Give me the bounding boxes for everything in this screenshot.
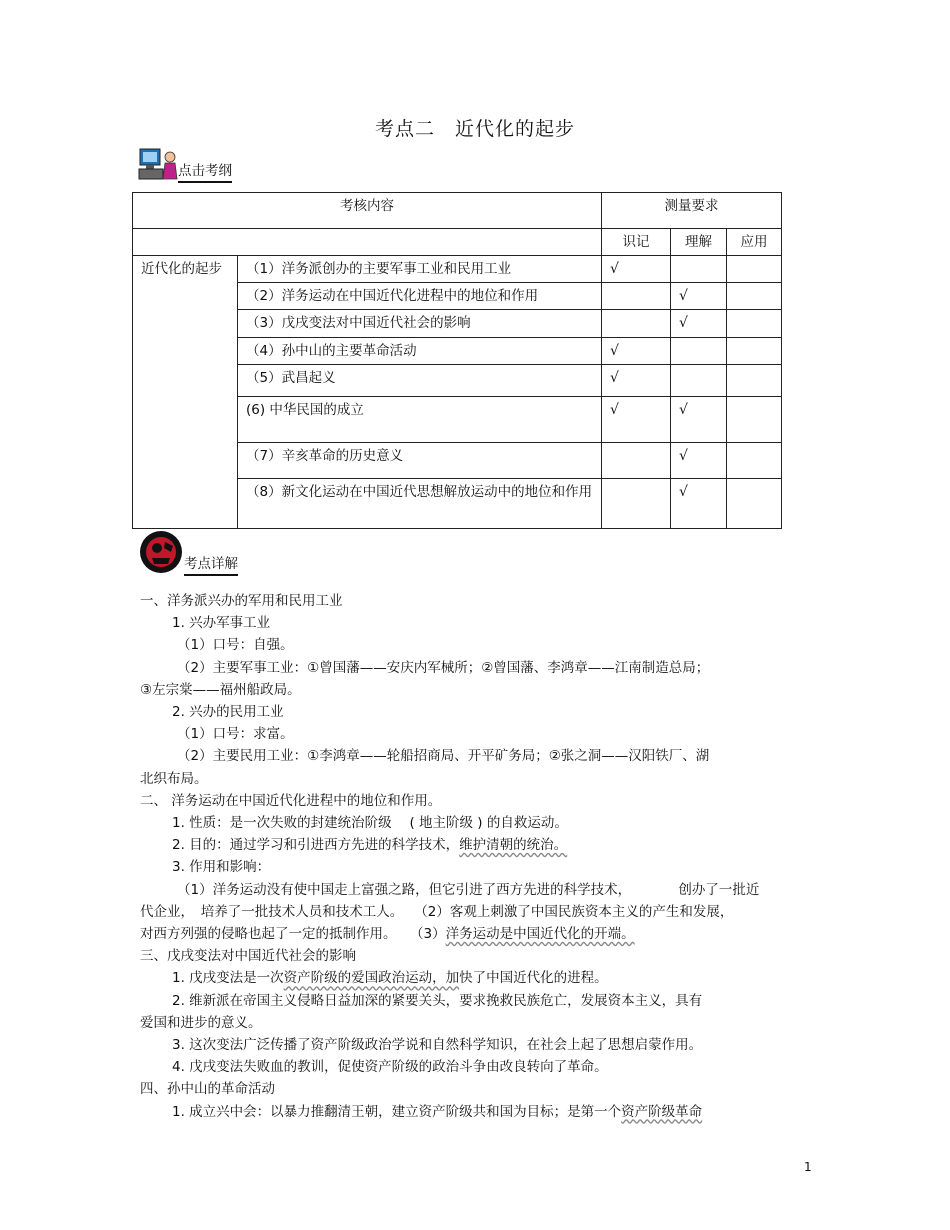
paragraph: （2）主要民用工业：①李鸿章——轮船招商局、开平矿务局；②张之洞——汉阳铁厂、湖: [177, 748, 710, 765]
table-row-item: （7）辛亥革命的历史意义: [238, 443, 602, 479]
understand-check: √: [671, 397, 727, 443]
requirement-table: [132, 192, 782, 529]
understand-check: √: [671, 479, 727, 529]
header-requirement: 测量要求: [602, 193, 782, 229]
subsection-heading: 2. 兴办的民用工业: [172, 704, 284, 721]
paragraph: （1）口号：求富。: [177, 726, 294, 743]
paragraph: ③左宗棠——福州船政局。: [140, 681, 301, 698]
recall-check: [602, 310, 671, 338]
apply-check: [727, 397, 782, 443]
table-row-item: (6) 中华民国的成立: [238, 397, 602, 443]
subsection-heading: 1. 兴办军事工业: [172, 615, 271, 632]
paragraph: （1）洋务运动没有使中国走上富强之路，但它引进了西方先进的科学技术， 创办了一批近: [177, 881, 760, 898]
table-row-item: （4）孙中山的主要革命活动: [238, 338, 602, 365]
emphasis-text: 资产阶级的爱国政治运动，加: [283, 970, 460, 987]
table-row-item: （8）新文化运动在中国近代思想解放运动中的地位和作用: [238, 479, 602, 529]
understand-check: [671, 338, 727, 365]
page-number: 1: [804, 1160, 812, 1174]
table-row-item: （3）戊戌变法对中国近代社会的影响: [238, 310, 602, 338]
paragraph: 北织布局。: [140, 770, 208, 787]
understand-check: √: [671, 443, 727, 479]
apply-check: [727, 283, 782, 310]
table-row-item: （2）洋务运动在中国近代化进程中的地位和作用: [238, 283, 602, 310]
understand-check: √: [671, 310, 727, 338]
apply-check: [727, 256, 782, 283]
understand-check: [671, 365, 727, 397]
paragraph: [140, 834, 820, 856]
paragraph: 3. 这次变法广泛传播了资产阶级政治学说和自然科学知识，在社会上起了思想启蒙作用。: [172, 1037, 703, 1054]
apply-check: [727, 365, 782, 397]
header-content: 考核内容: [133, 193, 602, 229]
paragraph: （1）口号：自强。: [177, 637, 294, 654]
header-understand: 理解: [671, 229, 727, 256]
paragraph: 1. 性质：是一次失败的封建统治阶级 ( 地主阶级 ) 的自救运动。: [172, 815, 568, 832]
table-row-item: （1）洋务派创办的主要军事工业和民用工业: [238, 256, 602, 283]
section-heading: 二、 洋务运动在中国近代化进程中的地位和作用。: [140, 792, 442, 809]
red-emblem-icon: [138, 528, 184, 576]
paragraph: 2. 维新派在帝国主义侵略日益加深的紧要关头，要求挽救民族危亡，发展资本主义，具有: [172, 992, 703, 1009]
recall-check: √: [602, 365, 671, 397]
paragraph: [140, 1101, 820, 1123]
recall-check: √: [602, 338, 671, 365]
text-span: 2. 目的：通过学习和引进西方先进的科学技术，: [172, 837, 460, 854]
section-heading: 四、孙中山的革命活动: [140, 1081, 275, 1098]
paragraph: [140, 967, 820, 989]
subsection-heading: 3. 作用和影响：: [172, 859, 271, 876]
apply-check: [727, 443, 782, 479]
apply-check: [727, 479, 782, 529]
detail-content: [140, 590, 820, 1123]
apply-check: [727, 338, 782, 365]
detail-badge: [138, 528, 238, 576]
computer-user-icon: [138, 145, 178, 183]
recall-check: √: [602, 397, 671, 443]
apply-check: [727, 310, 782, 338]
section-heading: 三、戊戌变法对中国近代社会的影响: [140, 948, 356, 965]
recall-check: √: [602, 256, 671, 283]
emphasis-text: 维护清朝的统治。: [459, 837, 568, 854]
recall-check: [602, 283, 671, 310]
understand-check: [671, 256, 727, 283]
text-span: 1. 成立兴中会：以暴力推翻清王朝，建立资产阶级共和国为目标；是第一个: [172, 1103, 622, 1120]
recall-check: [602, 443, 671, 479]
outline-badge: [138, 145, 232, 183]
table-row-item: （5）武昌起义: [238, 365, 602, 397]
paragraph: 4. 戊戌变法失败血的教训，促使资产阶级的政治斗争由改良转向了革命。: [172, 1059, 608, 1076]
understand-check: √: [671, 283, 727, 310]
recall-check: [602, 479, 671, 529]
header-recall: 识记: [602, 229, 671, 256]
page-title: 考点二 近代化的起步: [374, 118, 575, 140]
emphasis-text: 资产阶级革命: [621, 1103, 703, 1120]
paragraph: 代企业， 培养了一批技术人员和技术工人。 （2）客观上刺激了中国民族资本主义的产生和发展，: [140, 903, 734, 920]
outline-badge-label: 点击考纲: [178, 159, 232, 183]
text-span: 1. 戊戌变法是一次: [172, 970, 284, 987]
detail-badge-label: 考点详解: [184, 552, 238, 576]
paragraph: 爱国和进步的意义。: [140, 1014, 262, 1031]
text-span: 快了中国近代化的进程。: [459, 970, 608, 987]
category-cell: 近代化的起步: [133, 256, 238, 529]
section-heading: 一、洋务派兴办的军用和民用工业: [140, 593, 343, 609]
paragraph: （2）主要军事工业：①曾国藩——安庆内军械所；②曾国藩、李鸿章——江南制造总局；: [177, 659, 710, 676]
paragraph: [140, 923, 820, 945]
text-span: 对西方列强的侵略也起了一定的抵制作用。 （3）: [140, 926, 446, 943]
emphasis-text: 洋务运动是中国近代化的开端。: [445, 926, 635, 943]
header-apply: 应用: [727, 229, 782, 256]
